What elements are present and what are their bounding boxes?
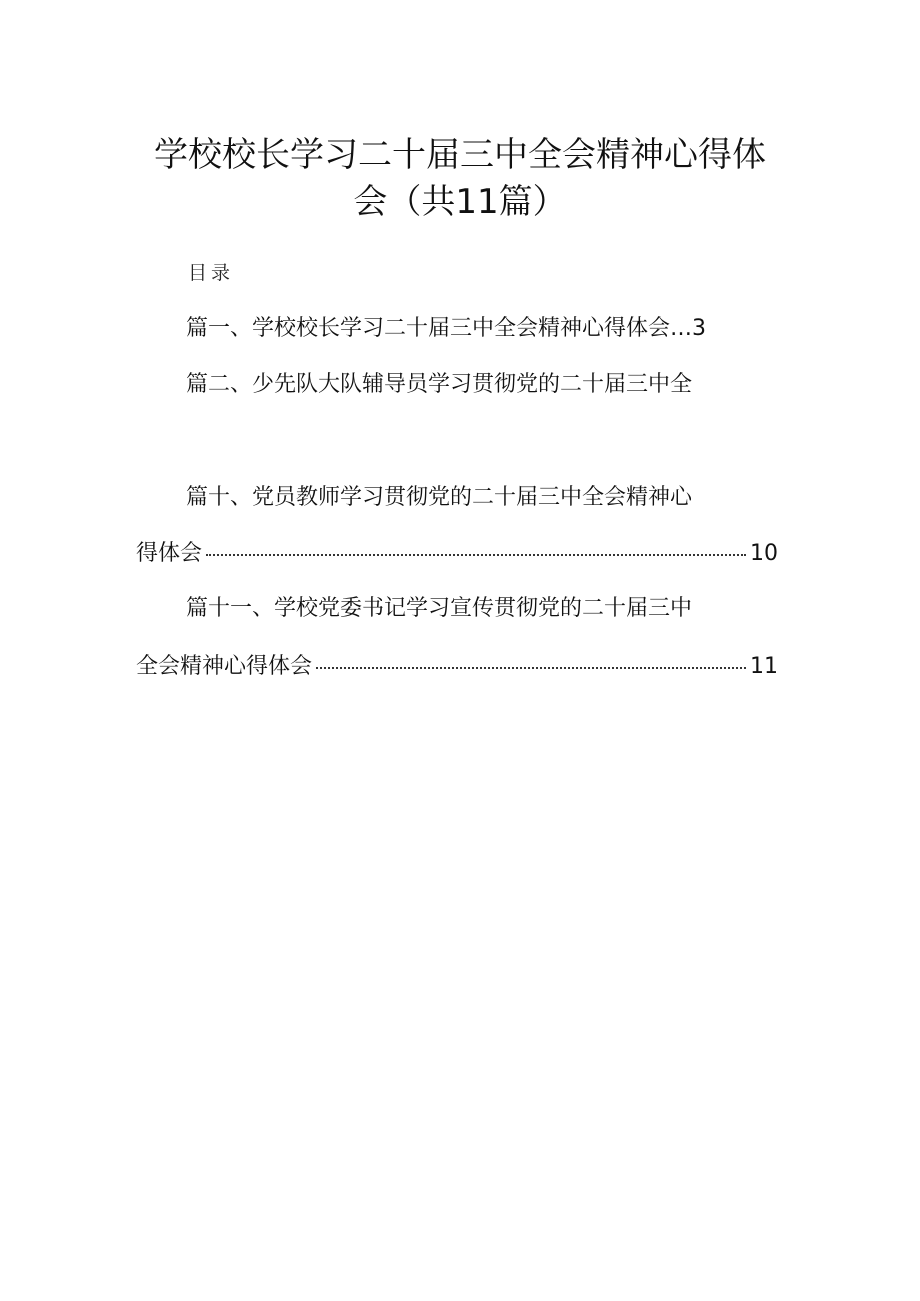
toc-page-number: 11 xyxy=(750,654,778,679)
toc-leader-dots xyxy=(316,667,746,669)
toc-heading: 目录 xyxy=(188,262,235,284)
toc-page-number: 10 xyxy=(750,541,778,566)
toc-leader-dots xyxy=(206,554,746,556)
document-title-line-1: 学校校长学习二十届三中全会精神心得体 xyxy=(154,135,766,175)
toc-entry-2[interactable]: 篇二、少先队大队辅导员学习贯彻党的二十届三中全 xyxy=(186,372,693,397)
toc-entry-text: 得体会 xyxy=(136,541,203,566)
toc-entry-10[interactable]: 篇十、党员教师学习贯彻党的二十届三中全会精神心 xyxy=(186,485,693,510)
document-title-line-2: 会（共11篇） xyxy=(353,182,567,222)
toc-entry-11-continuation[interactable] xyxy=(136,652,778,682)
toc-entry-11[interactable]: 篇十一、学校党委书记学习宣传贯彻党的二十届三中 xyxy=(186,596,693,621)
toc-entry-text: 全会精神心得体会 xyxy=(136,654,313,679)
toc-entry-10-continuation[interactable] xyxy=(136,539,778,569)
toc-entry-1[interactable]: 篇一、学校校长学习二十届三中全会精神心得体会…3 xyxy=(186,316,706,341)
